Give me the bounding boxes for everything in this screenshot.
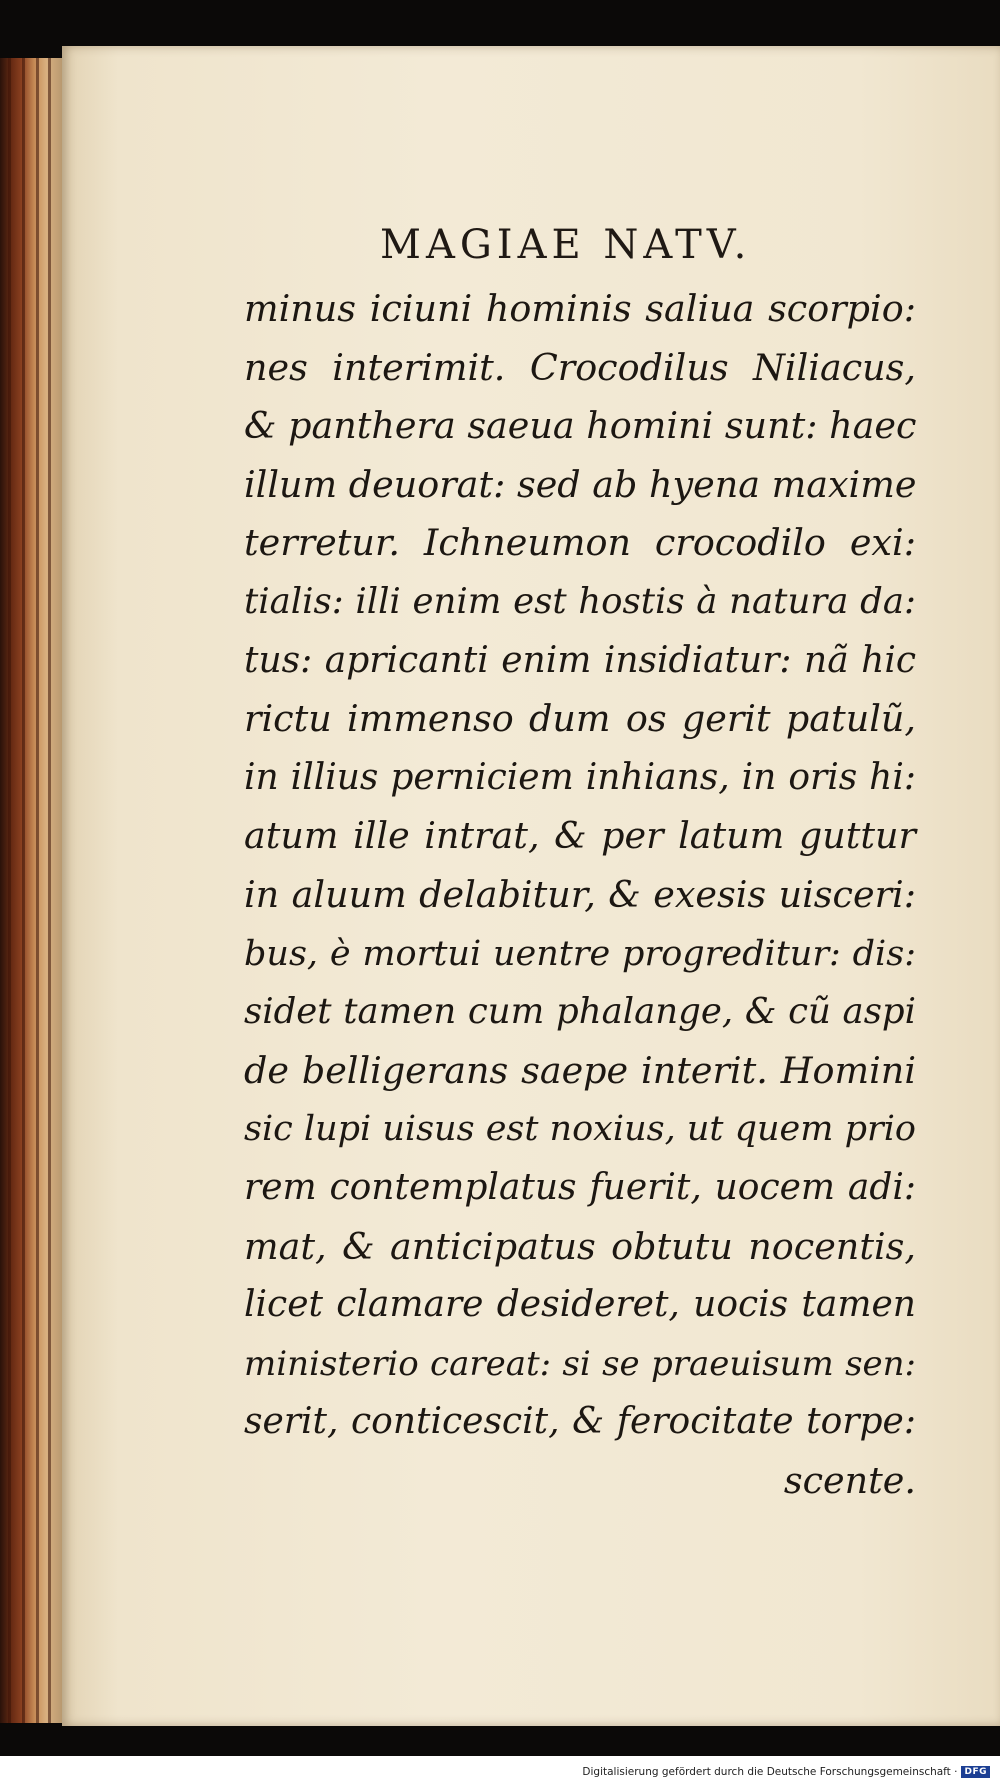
digitization-credit — [574, 1763, 994, 1781]
text-line: sidet tamen cum phalange, & cũ aspi — [244, 991, 916, 1033]
text-line: terretur. Ichneumon crocodilo exi: — [244, 521, 916, 565]
text-line: sic lupi uisus est noxius, ut quem prio — [244, 1109, 916, 1150]
text-block — [244, 280, 916, 1510]
text-line: in aluum delabitur, & exesis uisceri: — [244, 872, 916, 916]
credit-text: Digitalisierung gefördert durch die Deutsche Forschungsgemeinschaft · — [582, 1766, 958, 1778]
text-line: rictu immenso dum os gerit patulũ, — [244, 697, 916, 741]
text-line: nes interimit. Crocodilus Niliacus, — [244, 345, 916, 389]
text-line: licet clamare desideret, uocis tamen — [244, 1284, 916, 1326]
text-line: minus iciuni hominis saliua scorpio: — [244, 287, 916, 330]
text-line: bus, è mortui uentre progreditur: dis: — [244, 933, 916, 974]
running-head: MAGIAE NATV. — [380, 222, 752, 268]
text-line: serit, conticescit, & ferocitate torpe: — [244, 1401, 916, 1443]
text-line: & panthera saeua homini sunt: haec — [244, 404, 917, 448]
dfg-logo: DFG — [961, 1766, 990, 1778]
text-line: de belligerans saepe interit. Homini — [244, 1048, 916, 1092]
scan-bottom-margin — [0, 1726, 1000, 1756]
text-line: rem contemplatus fuerit, uocem adi: — [244, 1166, 916, 1208]
catchword: scente. — [783, 1458, 916, 1502]
text-line: atum ille intrat, & per latum guttur — [244, 814, 916, 858]
text-line: illum deuorat: sed ab hyena maxime — [244, 462, 917, 506]
text-line: tialis: illi enim est hostis à natura da: — [244, 580, 916, 622]
text-line: tus: apricanti enim insidiatur: nã hic — [244, 639, 916, 681]
text-line: ministerio careat: si se praeuisum sen: — [244, 1343, 916, 1384]
text-line: in illius perniciem inhians, in oris hi: — [244, 756, 916, 798]
text-line: mat, & anticipatus obtutu nocentis, — [244, 1224, 916, 1268]
book-page-edges — [0, 58, 62, 1723]
